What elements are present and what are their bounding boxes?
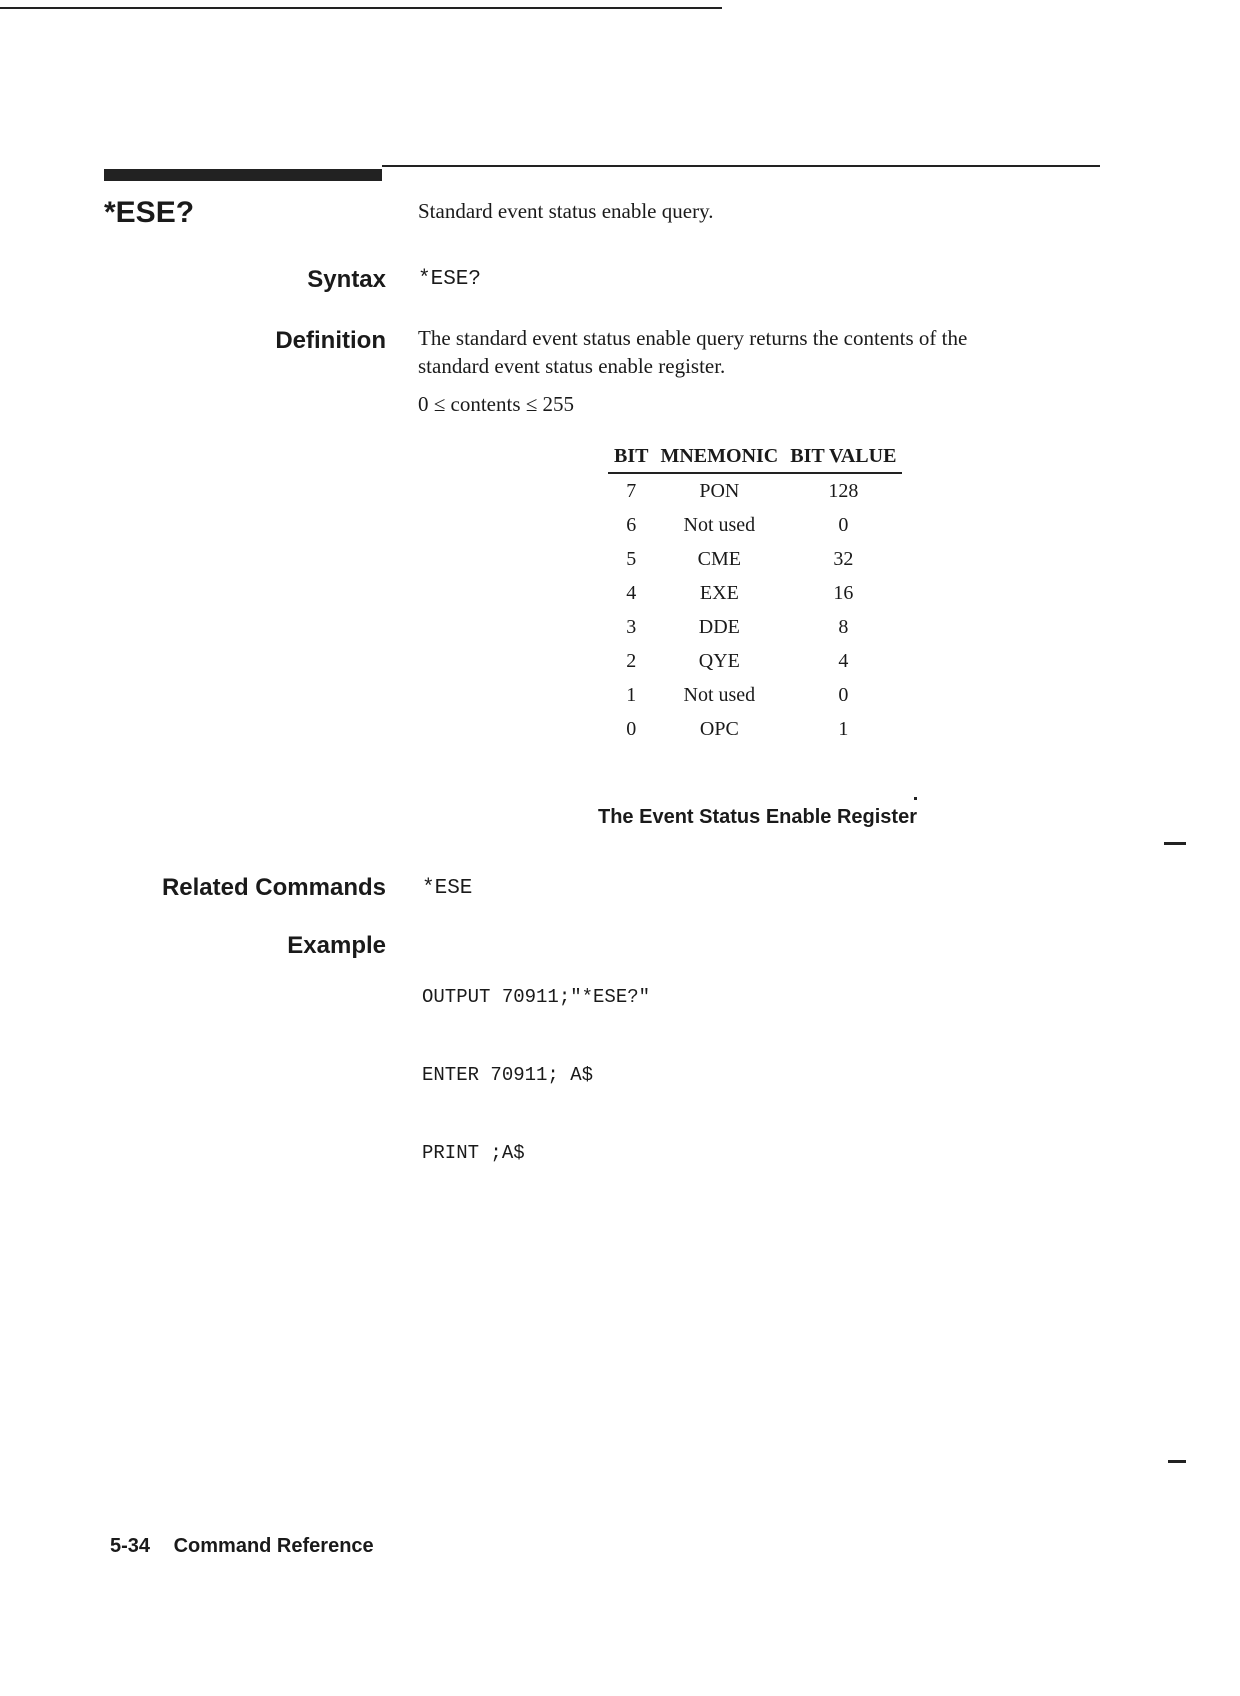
syntax-label: Syntax <box>307 266 386 293</box>
value-cell: 8 <box>838 615 849 638</box>
value-cell: 128 <box>828 479 859 502</box>
command-description: Standard event status enable query. <box>418 199 714 223</box>
table-row <box>608 678 902 712</box>
syntax-value: *ESE? <box>418 268 482 291</box>
header-bit-value: BIT VALUE <box>784 445 902 473</box>
value-cell: 0 <box>838 683 849 706</box>
register-table <box>608 445 902 746</box>
footer-section-title: Command Reference <box>173 1535 374 1557</box>
bit-cell: 5 <box>626 547 637 570</box>
bit-cell: 7 <box>626 479 637 502</box>
code-line: ENTER 70911; A$ <box>422 1064 594 1086</box>
example-code <box>422 932 650 1192</box>
heading-thin-rule <box>382 165 1100 167</box>
dot-mark <box>914 797 917 800</box>
bit-cell: 1 <box>626 683 637 706</box>
value-cell: 0 <box>838 513 849 536</box>
header-bit: BIT <box>608 445 654 473</box>
top-rule <box>0 7 722 9</box>
mnemonic-cell: QYE <box>698 649 740 672</box>
table-row <box>608 576 902 610</box>
bit-cell: 4 <box>626 581 637 604</box>
mnemonic-cell: PON <box>699 479 740 502</box>
related-commands-value: *ESE <box>422 877 473 900</box>
bit-cell: 2 <box>626 649 637 672</box>
header-mnemonic: MNEMONIC <box>654 445 784 473</box>
mnemonic-cell: Not used <box>683 683 756 706</box>
value-cell: 16 <box>833 581 854 604</box>
table-row <box>608 473 902 508</box>
example-label: Example <box>287 932 386 959</box>
definition-range: 0 ≤ contents ≤ 255 <box>418 392 575 416</box>
table-row <box>608 712 902 746</box>
related-commands-label: Related Commands <box>161 874 386 901</box>
heading-thick-bar <box>104 169 382 181</box>
value-cell: 4 <box>838 649 849 672</box>
table-row <box>608 508 902 542</box>
table-row <box>608 610 902 644</box>
bit-cell: 3 <box>626 615 637 638</box>
bit-cell: 6 <box>626 513 637 536</box>
margin-mark <box>1168 1460 1186 1463</box>
command-title: *ESE? <box>104 196 195 229</box>
page-number: 5-34 <box>110 1535 151 1557</box>
definition-line: standard event status enable register. <box>418 354 726 378</box>
margin-mark <box>1164 842 1186 845</box>
bit-cell: 0 <box>626 717 637 740</box>
definition-text <box>418 324 1118 380</box>
mnemonic-cell: OPC <box>699 717 739 740</box>
value-cell: 32 <box>833 547 854 570</box>
mnemonic-cell: Not used <box>683 513 756 536</box>
table-row <box>608 542 902 576</box>
code-line: OUTPUT 70911;"*ESE?" <box>422 986 651 1008</box>
table-row <box>608 644 902 678</box>
mnemonic-cell: DDE <box>698 615 740 638</box>
code-line: PRINT ;A$ <box>422 1142 525 1164</box>
table-caption: The Event Status Enable Register <box>598 806 917 828</box>
table-header-row <box>608 445 902 473</box>
definition-line: The standard event status enable query returns the contents of the <box>418 326 968 350</box>
definition-label: Definition <box>275 327 386 354</box>
page-footer <box>110 1535 374 1558</box>
mnemonic-cell: CME <box>697 547 742 570</box>
mnemonic-cell: EXE <box>699 581 739 604</box>
value-cell: 1 <box>838 717 849 740</box>
